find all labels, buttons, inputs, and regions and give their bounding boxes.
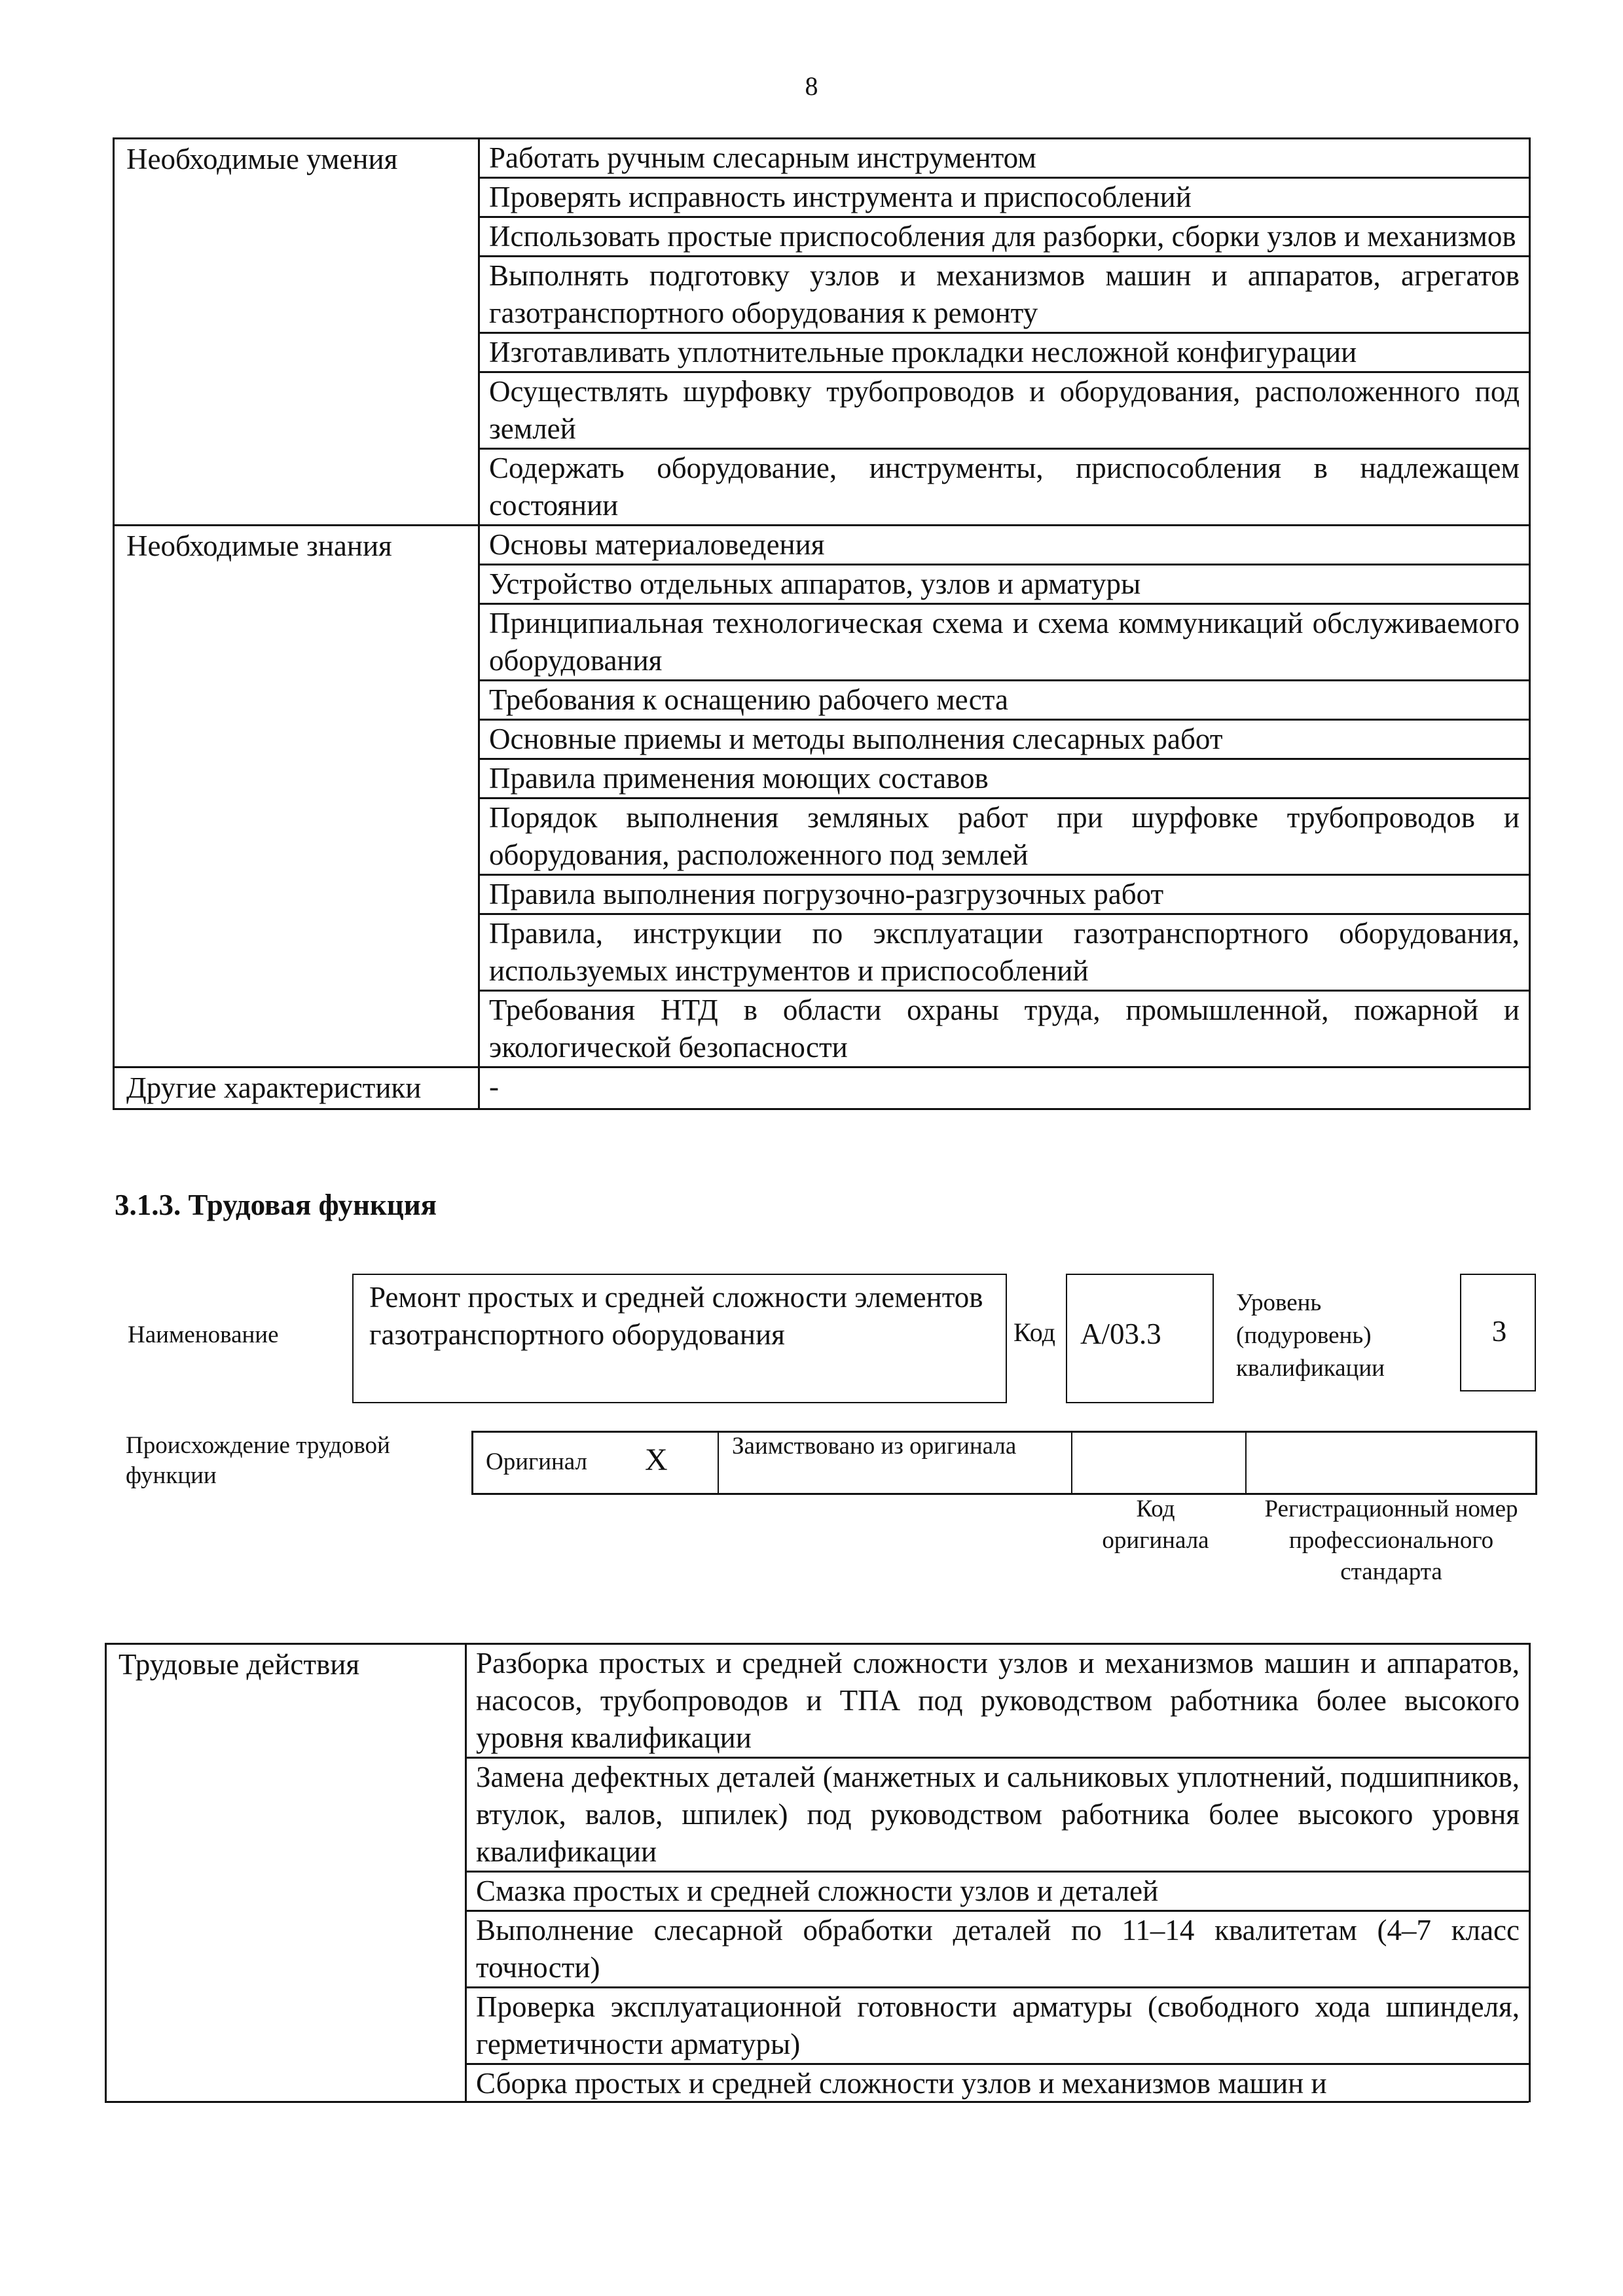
row-label: Трудовые действия bbox=[106, 1644, 466, 2103]
reg-number-caption: Регистрационный номер профессионального стандарта bbox=[1264, 1496, 1518, 1585]
labor-actions-table bbox=[105, 1643, 1531, 2103]
section-heading: 3.1.3. Трудовая функция bbox=[115, 1189, 437, 1221]
code-label: Код bbox=[1013, 1318, 1055, 1347]
list-item: Смазка простых и средней сложности узлов и деталей bbox=[466, 1872, 1530, 1911]
code-original-caption: Код оригинала bbox=[1102, 1496, 1209, 1554]
code-box bbox=[1066, 1274, 1214, 1403]
list-item: Правила применения моющих составов bbox=[479, 759, 1530, 798]
list-item: Сборка простых и средней сложности узлов и механизмов машин и bbox=[466, 2064, 1530, 2103]
name-box bbox=[352, 1274, 1007, 1403]
origin-divider-2 bbox=[1071, 1431, 1072, 1495]
list-item: Требования к оснащению рабочего места bbox=[479, 681, 1530, 720]
list-item: Устройство отдельных аппаратов, узлов и арматуры bbox=[479, 565, 1530, 604]
level-value: 3 bbox=[1491, 1315, 1507, 1348]
original-mark: X bbox=[645, 1443, 668, 1477]
list-item: Основные приемы и методы выполнения слесарных работ bbox=[479, 720, 1530, 759]
list-item: Проверять исправность инструмента и приспособлений bbox=[479, 178, 1530, 217]
list-item: Основы материаловедения bbox=[479, 526, 1530, 565]
table-row bbox=[114, 139, 1530, 178]
list-item: Выполнять подготовку узлов и механизмов машин и аппаратов, агрегатов газотранспортного оборудования к ремонту bbox=[479, 257, 1530, 333]
origin-divider-1 bbox=[718, 1431, 719, 1495]
borrowed-label: Заимствовано из оригинала bbox=[732, 1433, 1017, 1460]
code-value: А/03.3 bbox=[1080, 1318, 1161, 1350]
row-label: Необходимые знания bbox=[114, 526, 479, 1067]
table-row bbox=[114, 1067, 1530, 1109]
list-item: Разборка простых и средней сложности узлов и механизмов машин и аппаратов, насосов, трубопроводов и ТПА под руководством работника более высокого уровня квалификации bbox=[466, 1644, 1530, 1758]
list-item: Замена дефектных деталей (манжетных и сальниковых уплотнений, подшипников, втулок, валов, шпилек) под руководством работника более высокого уровня квалификации bbox=[466, 1758, 1530, 1872]
list-item: Проверка эксплуатационной готовности арматуры (свободного хода шпинделя, герметичности арматуры) bbox=[466, 1988, 1530, 2064]
table2-bottom-line bbox=[105, 2101, 1529, 2103]
table-row bbox=[106, 1644, 1530, 1758]
list-item: Правила выполнения погрузочно-разгрузочных работ bbox=[479, 875, 1530, 914]
table-row bbox=[114, 526, 1530, 565]
name-label: Наименование bbox=[128, 1321, 279, 1348]
row-label: Необходимые умения bbox=[114, 139, 479, 526]
list-item: Изготавливать уплотнительные прокладки несложной конфигурации bbox=[479, 333, 1530, 372]
original-label: Оригинал bbox=[486, 1448, 588, 1475]
list-item: Принципиальная технологическая схема и схема коммуникаций обслуживаемого оборудования bbox=[479, 604, 1530, 681]
level-label: Уровень (подуровень) квалификации bbox=[1236, 1289, 1385, 1382]
level-box bbox=[1460, 1274, 1536, 1391]
list-item: Правила, инструкции по эксплуатации газотранспортного оборудования, используемых инструментов и приспособлений bbox=[479, 914, 1530, 991]
list-item: Работать ручным слесарным инструментом bbox=[479, 139, 1530, 178]
list-item: Использовать простые приспособления для разборки, сборки узлов и механизмов bbox=[479, 217, 1530, 257]
list-item: Осуществлять шурфовку трубопроводов и оборудования, расположенного под землей bbox=[479, 372, 1530, 449]
row-label: Другие характеристики bbox=[114, 1067, 479, 1109]
list-item: Требования НТД в области охраны труда, промышленной, пожарной и экологической безопасности bbox=[479, 991, 1530, 1067]
list-item: Выполнение слесарной обработки деталей по 11–14 квалитетам (4–7 класс точности) bbox=[466, 1911, 1530, 1988]
list-item: Порядок выполнения земляных работ при шурфовке трубопроводов и оборудования, расположенного под землей bbox=[479, 798, 1530, 875]
page-number: 8 bbox=[805, 71, 818, 101]
function-name: Ремонт простых и средней сложности элементов газотранспортного оборудования bbox=[369, 1281, 983, 1351]
skills-knowledge-table bbox=[113, 137, 1531, 1110]
origin-divider-3 bbox=[1245, 1431, 1247, 1495]
list-item: - bbox=[479, 1067, 1530, 1109]
list-item: Содержать оборудование, инструменты, приспособления в надлежащем состоянии bbox=[479, 449, 1530, 526]
origin-label: Происхождение трудовой функции bbox=[126, 1432, 390, 1489]
